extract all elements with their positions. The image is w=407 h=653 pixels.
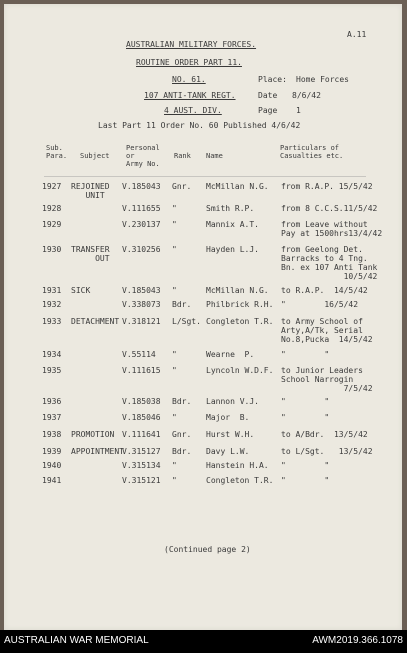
row-particulars: " " [281, 476, 330, 485]
row-name: Davy L.W. [206, 447, 250, 456]
footer-reference: AWM2019.366.1078 [312, 635, 403, 646]
row-name: Mannix A.T. [206, 220, 259, 229]
row-rank: Bdr. [172, 300, 192, 309]
row-name: Lannon V.J. [206, 397, 259, 406]
row-subject: APPOINTMENT [71, 447, 124, 456]
row-para: 1932 [42, 300, 62, 309]
division-name: 4 AUST. DIV. [164, 106, 222, 115]
col-header-sub-para: Sub. Para. [46, 144, 68, 160]
row-subject: PROMOTION [71, 430, 115, 439]
row-particulars: from Geelong Det. Barracks to 4 Tng. Bn. ex 107 Anti Tank 10/5/42 [281, 245, 378, 281]
row-para: 1938 [42, 430, 62, 439]
order-number: NO. 61. [172, 75, 206, 84]
col-header-name: Name [206, 152, 223, 160]
row-personal-no: V.55114 [122, 350, 156, 359]
row-particulars: to Army School of Arty,A/Tk, Serial No.8,Pucka 14/5/42 [281, 317, 373, 344]
row-name: Congleton T.R. [206, 476, 274, 485]
place-label: Place: [258, 75, 287, 84]
page-ref: A.11 [347, 30, 367, 39]
row-name: Hayden L.J. [206, 245, 259, 254]
row-particulars: from R.A.P. 15/5/42 [281, 182, 373, 191]
row-para: 1940 [42, 461, 62, 470]
row-personal-no: V.315121 [122, 476, 161, 485]
row-personal-no: V.315134 [122, 461, 161, 470]
row-name: Hurst W.H. [206, 430, 255, 439]
page-label: Page [258, 106, 278, 115]
row-particulars: to A/Bdr. 13/5/42 [281, 430, 368, 439]
row-rank: " [172, 204, 177, 213]
document-page [4, 4, 402, 630]
row-name: McMillan N.G. [206, 286, 269, 295]
header-rule [44, 176, 366, 177]
date-value: 8/6/42 [292, 91, 321, 100]
row-personal-no: V.315127 [122, 447, 161, 456]
row-particulars: to Junior Leaders School Narrogin 7/5/42 [281, 366, 373, 393]
row-name: Hanstein H.A. [206, 461, 269, 470]
row-rank: " [172, 220, 177, 229]
row-para: 1937 [42, 413, 62, 422]
row-personal-no: V.111655 [122, 204, 161, 213]
row-subject: SICK [71, 286, 91, 295]
row-rank: Gnr. [172, 182, 192, 191]
footer-institution: AUSTRALIAN WAR MEMORIAL [4, 635, 149, 646]
row-rank: Bdr. [172, 447, 192, 456]
col-header-subject: Subject [80, 152, 110, 160]
row-personal-no: V.185046 [122, 413, 161, 422]
doc-title: AUSTRALIAN MILITARY FORCES. [126, 40, 257, 49]
row-para: 1928 [42, 204, 62, 213]
archive-footer [0, 630, 407, 653]
row-rank: Gnr. [172, 430, 192, 439]
row-name: Lyncoln W.D.F. [206, 366, 274, 375]
row-name: Wearne P. [206, 350, 255, 359]
date-label: Date [258, 91, 278, 100]
row-personal-no: V.230137 [122, 220, 161, 229]
row-particulars: " 16/5/42 [281, 300, 359, 309]
page-value: 1 [296, 106, 301, 115]
row-rank: " [172, 461, 177, 470]
row-personal-no: V.310256 [122, 245, 161, 254]
row-rank: Bdr. [172, 397, 192, 406]
row-rank: " [172, 245, 177, 254]
row-name: McMillan N.G. [206, 182, 269, 191]
row-personal-no: V.111641 [122, 430, 161, 439]
row-personal-no: V.185043 [122, 286, 161, 295]
row-rank: " [172, 350, 177, 359]
row-para: 1931 [42, 286, 62, 295]
row-para: 1941 [42, 476, 62, 485]
unit-name: 107 ANTI-TANK REGT. [144, 91, 236, 100]
row-para: 1927 [42, 182, 62, 191]
doc-subtitle: ROUTINE ORDER PART 11. [136, 58, 242, 67]
row-subject: TRANSFER OUT [71, 245, 110, 263]
row-para: 1934 [42, 350, 62, 359]
row-particulars: " " [281, 397, 330, 406]
row-particulars: from Leave without Pay at 1500hrs13/4/42 [281, 220, 383, 238]
row-personal-no: V.111615 [122, 366, 161, 375]
row-subject: REJOINED UNIT [71, 182, 110, 200]
row-rank: " [172, 286, 177, 295]
row-particulars: to L/Sgt. 13/5/42 [281, 447, 373, 456]
row-para: 1933 [42, 317, 62, 326]
row-para: 1936 [42, 397, 62, 406]
row-particulars: " " [281, 413, 330, 422]
col-header-particulars: Particulars of Casualties etc. [280, 144, 344, 160]
row-name: Philbrick R.H. [206, 300, 274, 309]
row-para: 1930 [42, 245, 62, 254]
row-personal-no: V.338073 [122, 300, 161, 309]
row-particulars: " " [281, 350, 330, 359]
col-header-rank: Rank [174, 152, 191, 160]
last-part-note: Last Part 11 Order No. 60 Published 4/6/42 [98, 121, 301, 130]
row-particulars: to R.A.P. 14/5/42 [281, 286, 368, 295]
place-value: Home Forces [296, 75, 349, 84]
row-para: 1929 [42, 220, 62, 229]
row-name: Congleton T.R. [206, 317, 274, 326]
row-para: 1935 [42, 366, 62, 375]
col-header-personal-no: Personal or Army No. [126, 144, 160, 168]
row-particulars: from 8 C.C.S.11/5/42 [281, 204, 378, 213]
row-personal-no: V.185038 [122, 397, 161, 406]
row-subject: DETACHMENT [71, 317, 120, 326]
row-particulars: " " [281, 461, 330, 470]
row-personal-no: V.318121 [122, 317, 161, 326]
row-name: Smith R.P. [206, 204, 255, 213]
row-name: Major B. [206, 413, 250, 422]
row-rank: L/Sgt. [172, 317, 201, 326]
row-personal-no: V.185043 [122, 182, 161, 191]
row-rank: " [172, 366, 177, 375]
row-para: 1939 [42, 447, 62, 456]
row-rank: " [172, 413, 177, 422]
continued-note: (Continued page 2) [164, 545, 251, 554]
row-rank: " [172, 476, 177, 485]
